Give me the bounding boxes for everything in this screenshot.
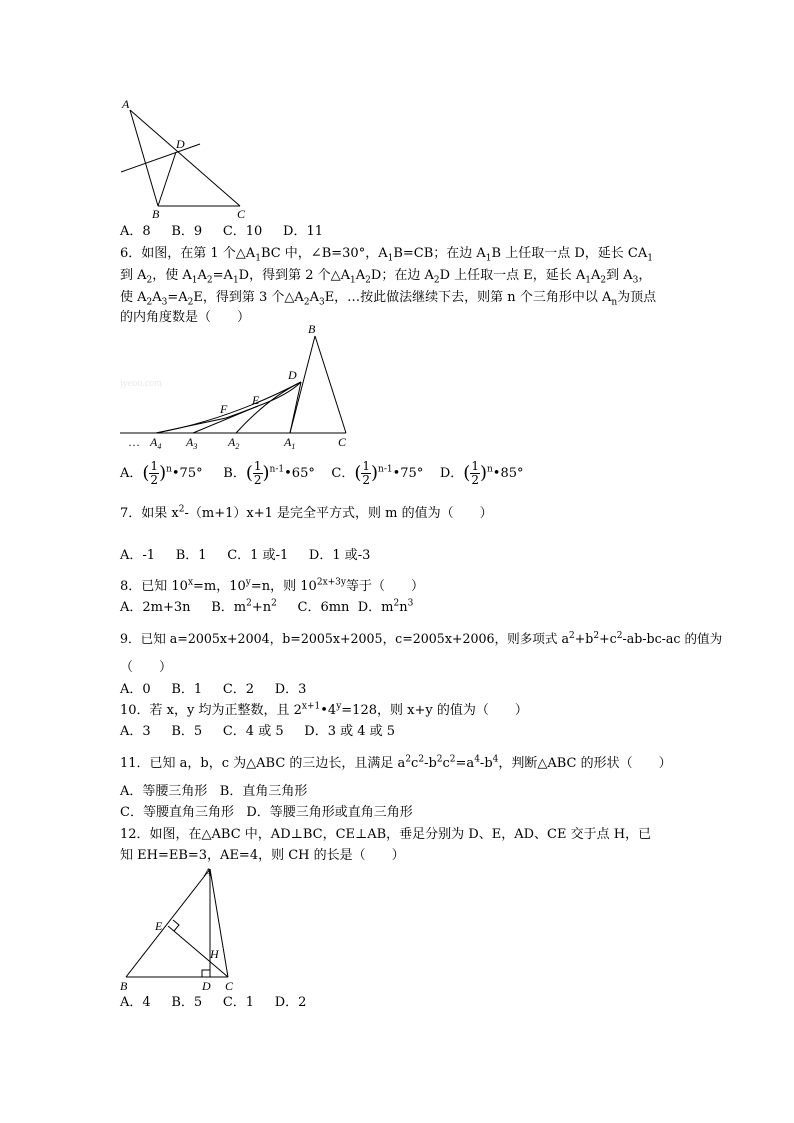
q6-watermark: jyeoo.com xyxy=(120,378,162,389)
q12-label-e: E xyxy=(155,919,163,933)
q8-options xyxy=(120,600,413,616)
q5-option-c: C．10 xyxy=(222,224,263,239)
q10-stem: 10．若 x，y 均为正整数，且 $2^{x+1}•4^y=128$，则 x+y 的值为（ ） xyxy=(120,701,528,718)
q10-option-c: C．4 或 5 xyxy=(222,724,284,739)
q6-options xyxy=(120,458,524,489)
q6-line4: 的内角度数是（ ） xyxy=(120,310,251,325)
q11-option-c: C．等腰直角三角形 xyxy=(120,805,234,820)
q12-label-a: A xyxy=(204,865,212,879)
q9-stem: 9．已知 a=2005x+2004，b=2005x+2005，c=2005x+2006，则多项式 $a^2+b^2+c^2-ab-bc-ac$ 的值为 xyxy=(120,630,723,646)
q5-option-b: B．9 xyxy=(171,224,203,239)
q6-option-b: B．( $\frac{1}{2}$ )$^{n-1}$•65° xyxy=(223,458,315,487)
q6-label-ellipsis: … xyxy=(128,435,140,449)
q5-label-b: B xyxy=(152,207,160,221)
q6-label-b: B xyxy=(308,322,316,336)
q12-line1: 12．如图，在△ABC 中，AD⊥BC，CE⊥AB，垂足分别为 D、E，AD、CE 交于点 H，已 xyxy=(120,827,652,842)
q7-stem: 7．如果 $x^2-(m+1)x+1$ 是完全平方式，则 m 的值为（ ） xyxy=(120,504,493,521)
q6-option-c: C．( $\frac{1}{2}$ )$^{n-1}$•75° xyxy=(331,458,424,487)
q12-line-ab xyxy=(126,869,210,977)
q6-label-a3: $A_3$ xyxy=(186,435,198,451)
q12-option-c: C．1 xyxy=(222,995,255,1010)
q6-label-a2: $A_2$ xyxy=(228,435,240,451)
q6-label-f: F xyxy=(220,402,228,416)
q12-label-c: C xyxy=(225,979,234,993)
q6-label-d: D xyxy=(288,368,297,382)
q5-label-a: A xyxy=(122,97,130,111)
q5-perpendicular-bisector xyxy=(121,144,200,172)
q7-option-c: C．1 或-1 xyxy=(227,548,289,563)
q12-option-a: A．4 xyxy=(120,995,151,1010)
q9-option-b: B．1 xyxy=(171,682,203,697)
q11-option-a: A．等腰三角形 xyxy=(120,784,208,799)
q5-label-d: D xyxy=(176,137,185,151)
q11-option-b: B．直角三角形 xyxy=(219,784,308,799)
q6-line-ba1 xyxy=(290,336,315,433)
q9-blank: （ ） xyxy=(120,660,173,675)
q12-right-angle-d xyxy=(202,970,210,977)
q6-line-bc xyxy=(315,336,346,433)
q6-option-d: D．( $\frac{1}{2}$ )$^n$•85° xyxy=(439,458,524,487)
q10-option-a: A．3 xyxy=(120,724,151,739)
q12-label-d: D xyxy=(202,979,211,993)
q11-options-row2 xyxy=(120,805,413,821)
q8-option-d: D．$m^2n^3$ xyxy=(357,598,414,615)
q8-stem: 8．已知 $10^x=m$，$10^y=n$，则 $10^{2x+3y}$等于（ ） xyxy=(120,577,425,594)
q8-option-c: C．6mn xyxy=(297,600,350,615)
q5-line-bd xyxy=(158,152,176,206)
q5-label-c: C xyxy=(237,207,246,221)
q7-option-b: B．1 xyxy=(175,548,207,563)
q12-options xyxy=(120,995,306,1011)
q12-label-b: B xyxy=(120,979,128,993)
q10-option-d: D．3 或 4 或 5 xyxy=(304,724,396,739)
q9-options xyxy=(120,682,306,698)
q11-options-row1 xyxy=(120,784,307,800)
q5-option-d: D．11 xyxy=(283,224,323,239)
q6-line2: 到 $A_2$，使 $A_1A_2=A_1D$，得到第 2 个$\triangle A_1A_2D$；在边 $A_2D$ 上任取一点 E，延长 $A_1A_2$到 $A_3$， xyxy=(120,268,652,286)
q5-line-ab xyxy=(130,110,158,206)
q6-line3: 使 $A_2A_3=A_2E$，得到第 3 个$\triangle A_2A_3E$，…按此做法继续下去，则第 n 个三角形中以 $A_n$为顶点 xyxy=(120,290,657,308)
q12-label-h: H xyxy=(210,947,219,961)
q6-label-a4: $A_4$ xyxy=(150,435,162,451)
q6-label-a1: $A_1$ xyxy=(284,435,296,451)
q12-option-d: D．2 xyxy=(274,995,307,1010)
q5-option-a: A．8 xyxy=(120,224,151,239)
q9-option-a: A．0 xyxy=(120,682,151,697)
q9-option-c: C．2 xyxy=(222,682,255,697)
q9-option-d: D．3 xyxy=(274,682,307,697)
q7-options xyxy=(120,548,370,564)
q7-option-d: D．1 或-3 xyxy=(308,548,371,563)
q12-right-angle-e xyxy=(173,920,179,931)
q7-option-a: A．-1 xyxy=(120,548,156,563)
q6-label-c: C xyxy=(338,435,347,449)
q10-options xyxy=(120,724,395,740)
q5-figure xyxy=(118,96,258,221)
q8-option-a: A．2m+3n xyxy=(120,600,191,615)
q11-option-d: D．等腰三角形或直角三角形 xyxy=(246,805,413,820)
q12-line-ce xyxy=(168,926,228,977)
q10-option-b: B．5 xyxy=(171,724,203,739)
q8-option-b: B．$m^2+n^2$ xyxy=(211,598,277,615)
q6-long-curve xyxy=(156,382,301,433)
q6-label-e: E xyxy=(252,393,260,407)
q11-stem: 11．已知 a，b，c 为△ABC 的三边长，且满足 $a^2c^2-b^2c^2=a^4-b^4$，判断△ABC 的形状（ ） xyxy=(120,754,672,771)
q6-line1: 6．如图，在第 1 个$\triangle A_1BC$ 中，∠B=30°，$A_1B=CB$；在边 $A_1B$ 上任取一点 D，延长 $CA_1$ xyxy=(120,246,653,264)
q5-line-ac xyxy=(130,110,240,206)
q12-figure xyxy=(118,864,248,994)
q12-line2: 知 EH=EB=3，AE=4，则 CH 的长是（ ） xyxy=(120,848,405,863)
q6-option-a: A．( $\frac{1}{2}$ )$^n$•75° xyxy=(120,458,203,487)
q6-figure xyxy=(118,320,358,450)
q12-option-b: B．5 xyxy=(171,995,203,1010)
q5-options xyxy=(120,224,323,240)
